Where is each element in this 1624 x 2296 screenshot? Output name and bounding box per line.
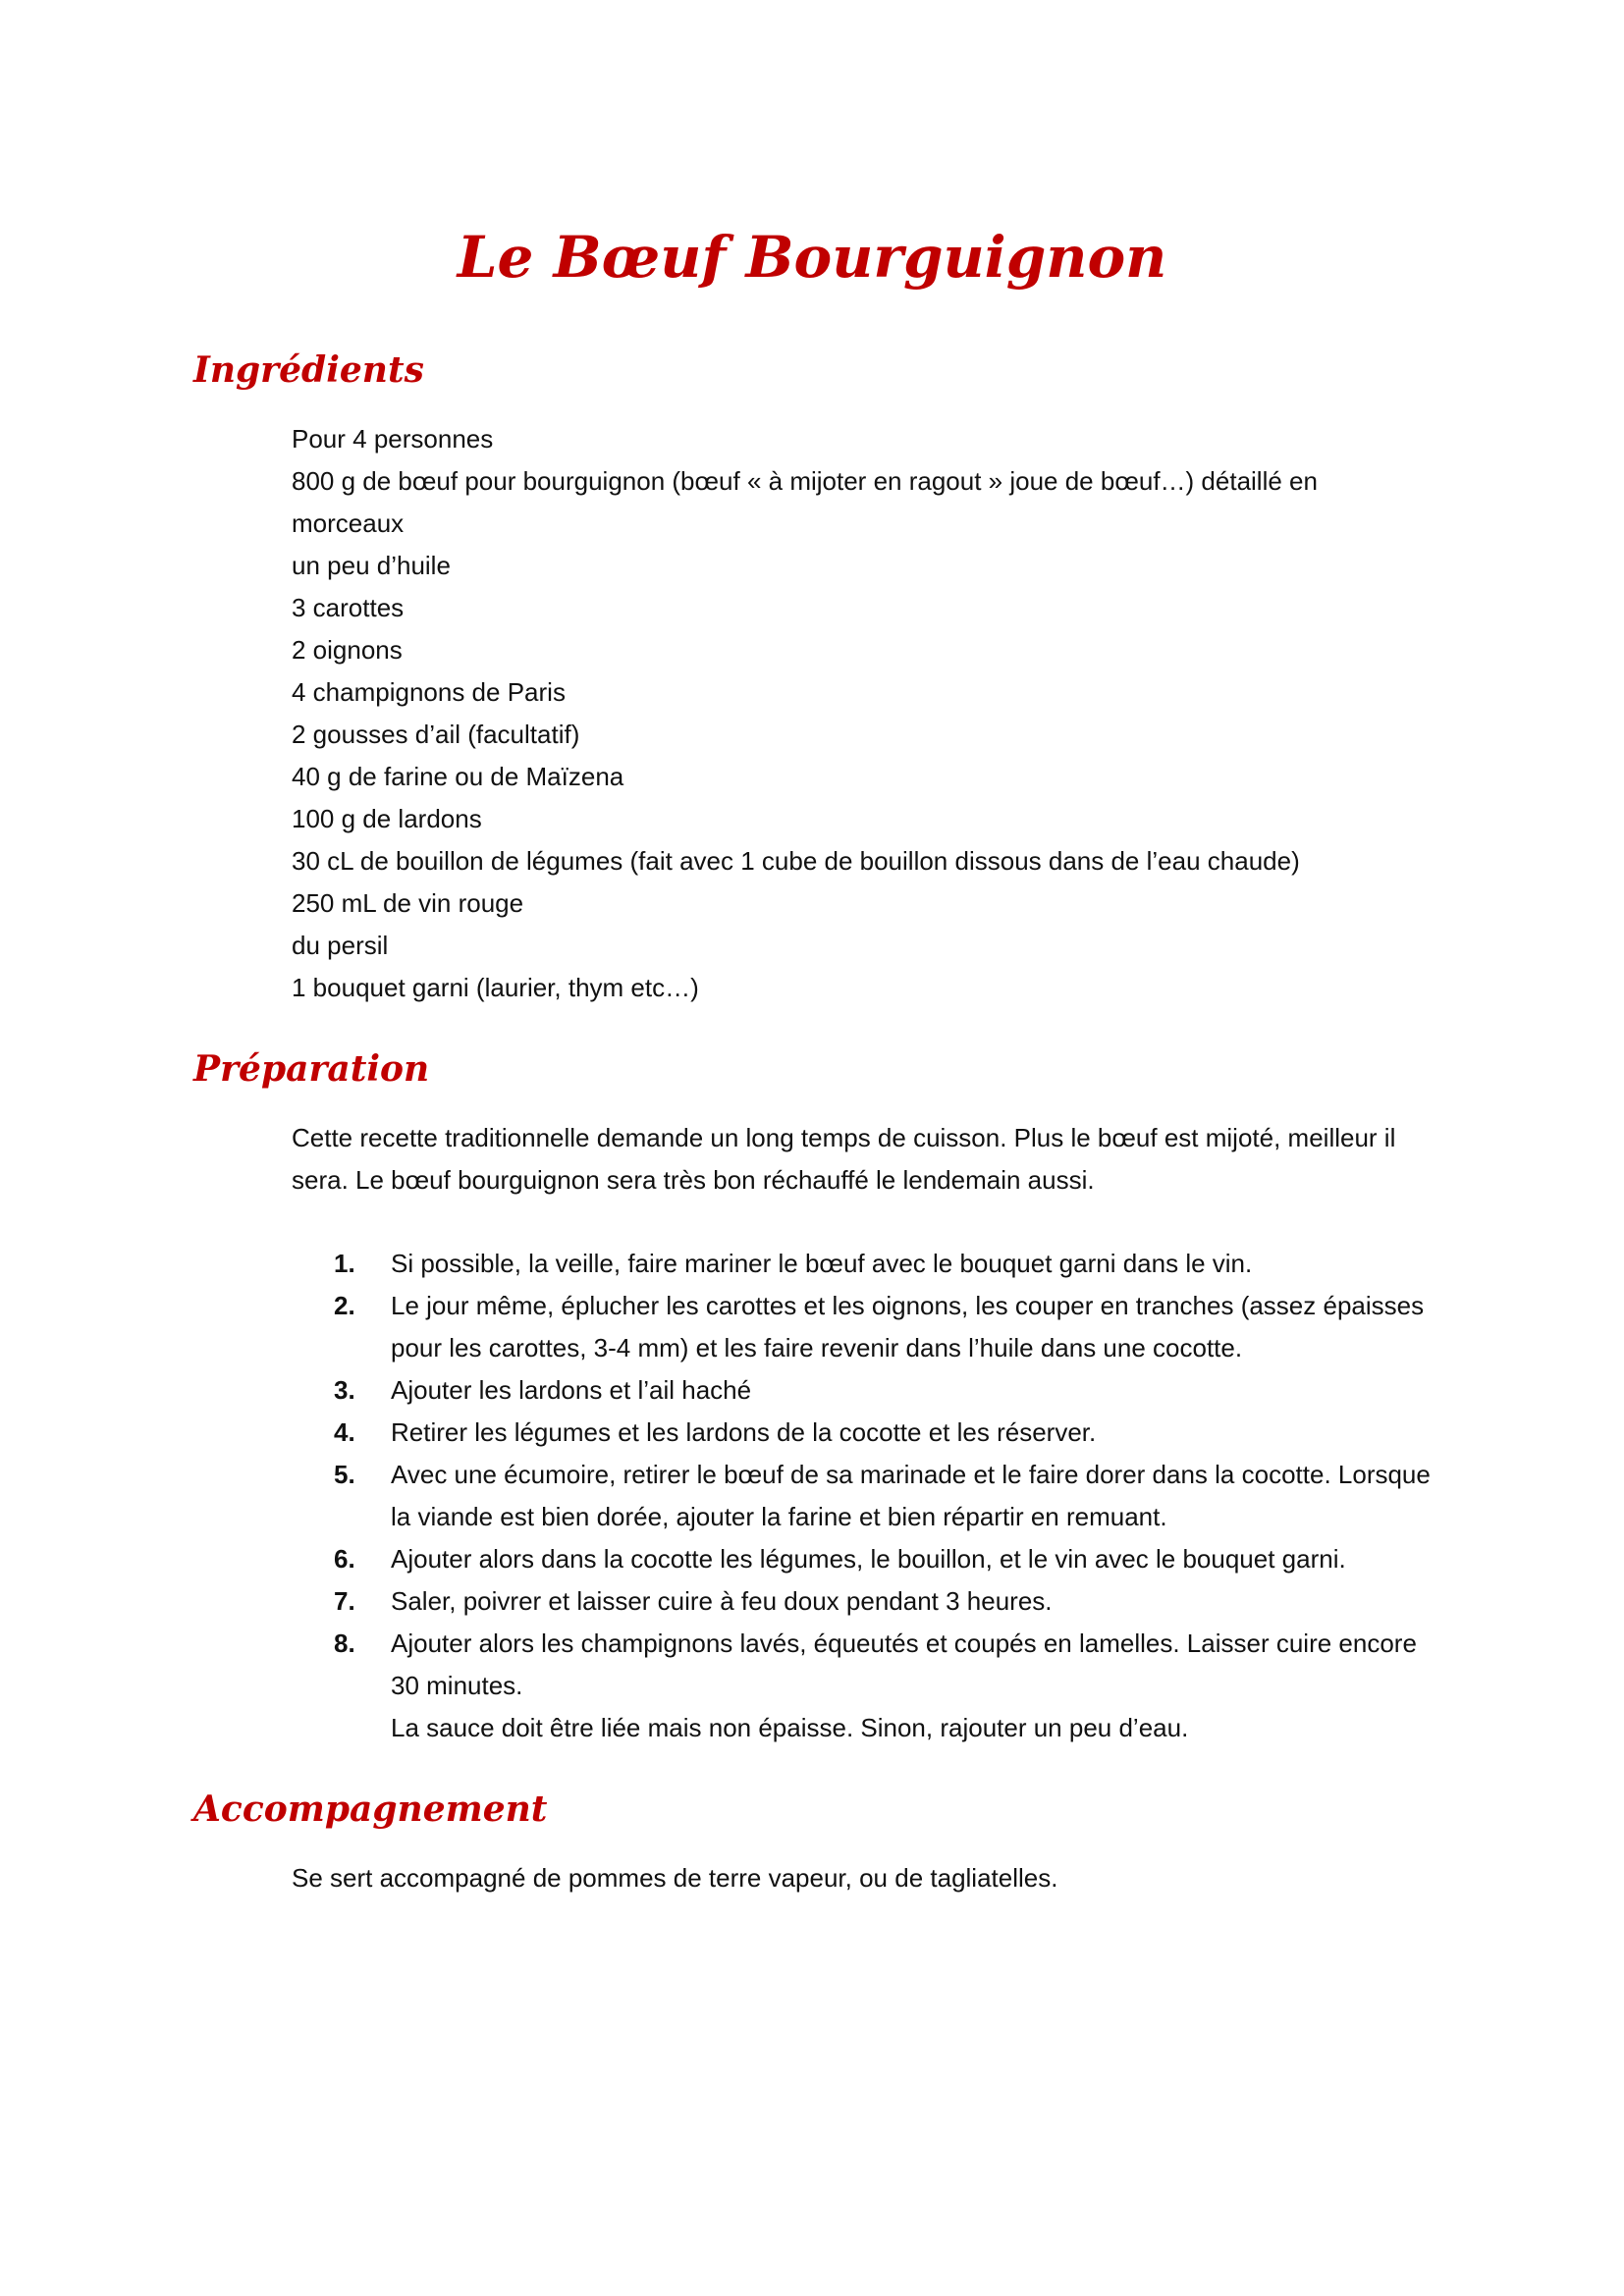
accompaniment-block [292,1857,1450,1899]
step-number: 1. [334,1249,355,1278]
step-note: La sauce doit être liée mais non épaisse. Sinon, rajouter un peu d’eau. [391,1713,1189,1742]
ingredient-item: 250 mL de vin rouge [292,888,524,918]
step-text: Ajouter les lardons et l’ail haché [391,1375,752,1405]
step-number: 7. [334,1586,355,1616]
ingredient-item: 2 oignons [292,635,403,665]
step-number: 8. [334,1629,355,1658]
ingredient-item: un peu d’huile [292,551,451,580]
step-item [334,1285,1448,1369]
step-text: Retirer les légumes et les lardons de la cocotte et les réserver. [391,1417,1097,1447]
step-item [334,1538,1448,1580]
step-item [334,1623,1448,1749]
ingredient-item: 4 champignons de Paris [292,677,566,707]
document-title: Le Bœuf Bourguignon [457,224,1167,291]
preparation-steps [334,1243,1448,1749]
step-text: Si possible, la veille, faire mariner le bœuf avec le bouquet garni dans le vin. [391,1249,1253,1278]
ingredient-item: 30 cL de bouillon de légumes (fait avec 1 cube de bouillon dissous dans de l’eau chaude) [292,846,1300,876]
ingredient-item: 100 g de lardons [292,804,482,833]
step-item [334,1580,1448,1623]
step-number: 2. [334,1291,355,1320]
ingredient-item: 40 g de farine ou de Maïzena [292,762,624,791]
ingredient-item: 2 gousses d’ail (facultatif) [292,720,580,749]
ingredient-item: Pour 4 personnes [292,424,494,454]
ingredient-item: du persil [292,931,389,960]
step-item [334,1454,1448,1538]
step-text: Saler, poivrer et laisser cuire à feu doux pendant 3 heures. [391,1586,1053,1616]
step-number: 5. [334,1460,355,1489]
step-item [334,1369,1448,1412]
ingredient-item: 1 bouquet garni (laurier, thym etc…) [292,973,699,1002]
ingredients-list [292,418,1431,1009]
step-text: Ajouter alors les champignons lavés, équeutés et coupés en lamelles. Laisser cuire encore 30 minutes. [391,1629,1417,1700]
step-text: Le jour même, éplucher les carottes et les oignons, les couper en tranches (assez épaisses pour les carottes, 3-4 mm) et les faire revenir dans l’huile dans une cocotte. [391,1291,1425,1362]
accompaniment-heading: Accompagnement [193,1789,548,1830]
step-number: 3. [334,1375,355,1405]
step-item [334,1243,1448,1285]
step-number: 6. [334,1544,355,1574]
preparation-heading: Préparation [193,1048,430,1090]
step-text: Avec une écumoire, retirer le bœuf de sa marinade et le faire dorer dans la cocotte. Lorsque la viande est bien dorée, ajouter la farine et bien répartir en remuant. [391,1460,1431,1531]
ingredient-item: 800 g de bœuf pour bourguignon (bœuf « à mijoter en ragout » joue de bœuf…) détaillé en morceaux [292,466,1318,538]
step-number: 4. [334,1417,355,1447]
step-item [334,1412,1448,1454]
preparation-intro-text: Cette recette traditionnelle demande un long temps de cuisson. Plus le bœuf est mijoté, meilleur il sera. Le bœuf bourguignon sera très bon réchauffé le lendemain aussi. [292,1123,1396,1195]
ingredients-heading: Ingrédients [193,349,424,391]
ingredient-item: 3 carottes [292,593,405,622]
preparation-intro [292,1117,1421,1201]
step-text: Ajouter alors dans la cocotte les légumes, le bouillon, et le vin avec le bouquet garni. [391,1544,1346,1574]
accompaniment-text: Se sert accompagné de pommes de terre vapeur, ou de tagliatelles. [292,1863,1058,1893]
